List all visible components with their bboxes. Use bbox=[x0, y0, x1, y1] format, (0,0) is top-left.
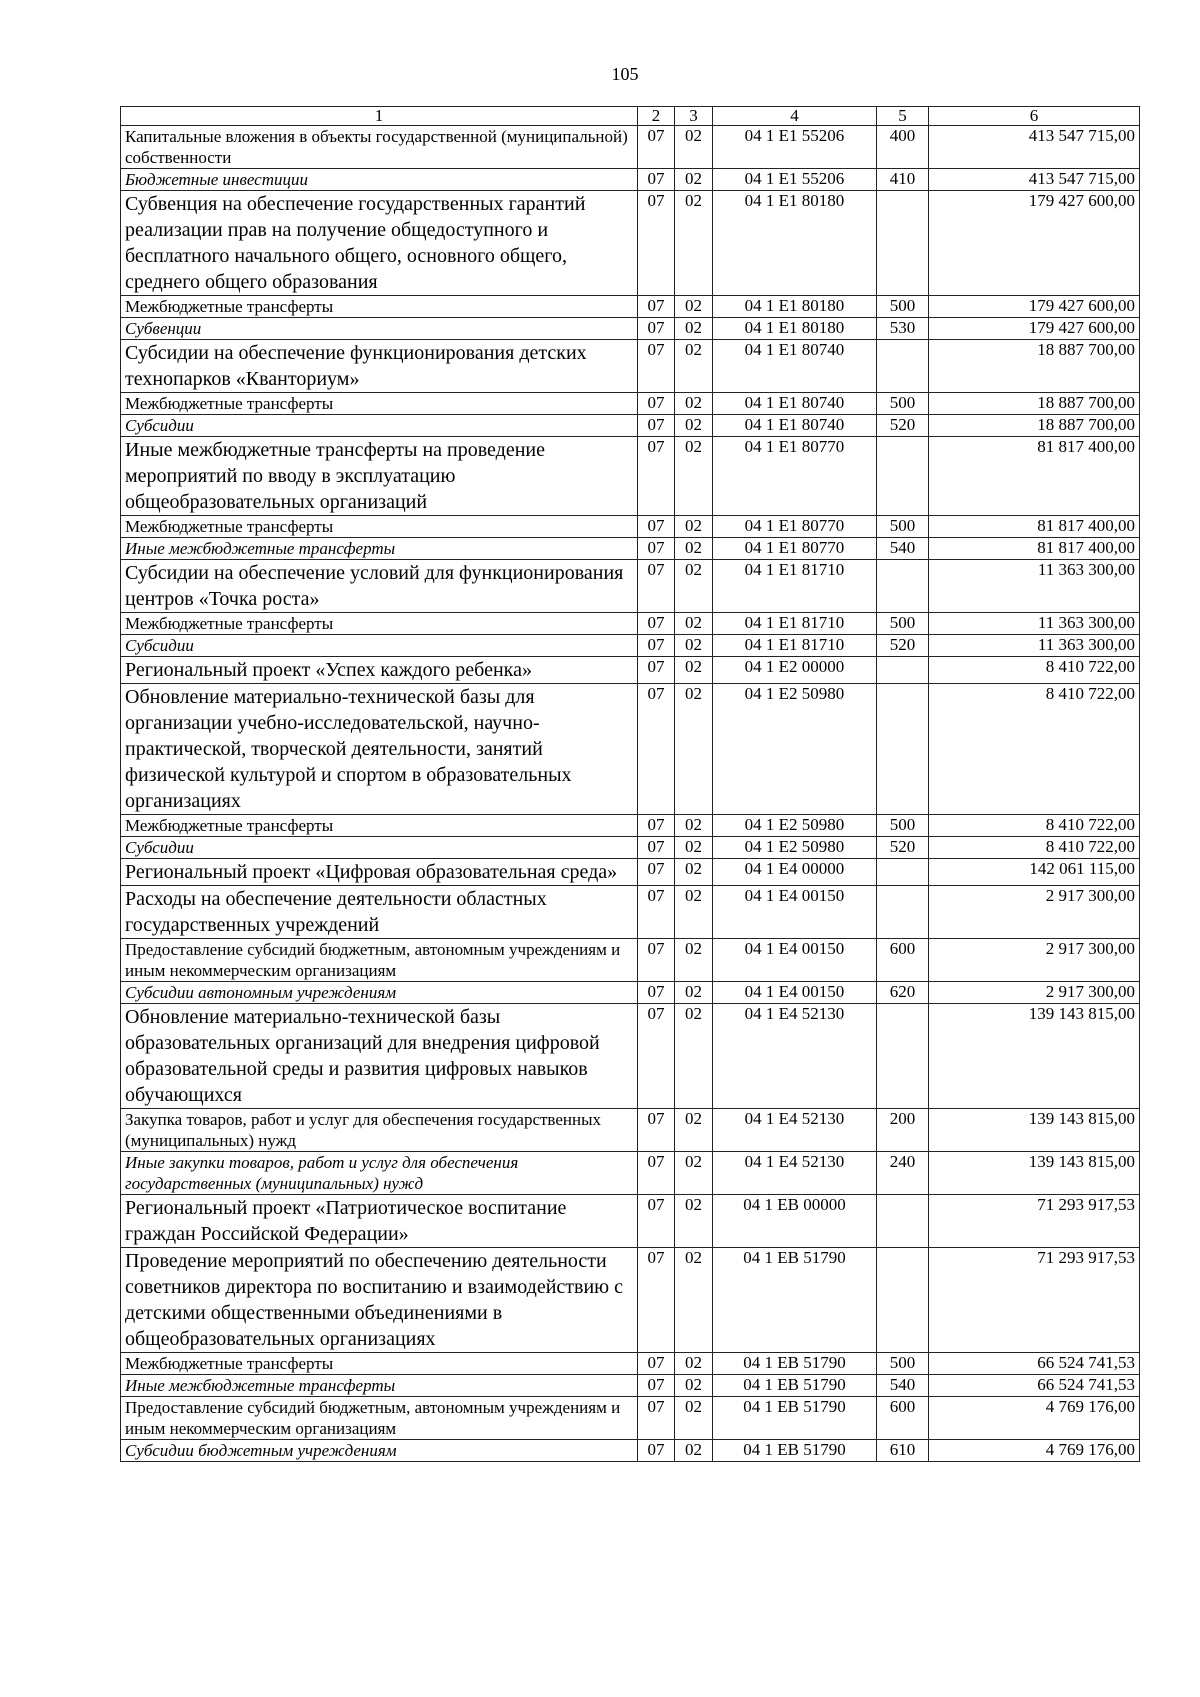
row-name: Межбюджетные трансферты bbox=[121, 1353, 638, 1375]
row-amount: 18 887 700,00 bbox=[929, 393, 1140, 415]
table-row bbox=[121, 859, 1140, 886]
row-subsection: 02 bbox=[675, 1440, 713, 1462]
row-expense-type: 400 bbox=[877, 126, 929, 169]
row-amount: 8 410 722,00 bbox=[929, 837, 1140, 859]
column-header: 1 bbox=[121, 107, 638, 126]
row-amount: 81 817 400,00 bbox=[929, 538, 1140, 560]
row-expense-type bbox=[877, 437, 929, 516]
row-target-article: 04 1 E4 00000 bbox=[713, 859, 877, 886]
row-amount: 8 410 722,00 bbox=[929, 684, 1140, 815]
row-amount: 71 293 917,53 bbox=[929, 1195, 1140, 1248]
row-target-article: 04 1 E1 81710 bbox=[713, 560, 877, 613]
row-name: Предоставление субсидий бюджетным, автономным учреждениям и иным некоммерческим организациям bbox=[121, 1397, 638, 1440]
row-target-article: 04 1 EB 00000 bbox=[713, 1195, 877, 1248]
table-row bbox=[121, 560, 1140, 613]
row-section: 07 bbox=[638, 886, 675, 939]
row-name: Субсидии bbox=[121, 635, 638, 657]
table-body bbox=[121, 126, 1140, 1462]
row-target-article: 04 1 E2 50980 bbox=[713, 684, 877, 815]
row-section: 07 bbox=[638, 684, 675, 815]
row-expense-type: 530 bbox=[877, 318, 929, 340]
row-subsection: 02 bbox=[675, 437, 713, 516]
row-name: Иные межбюджетные трансферты на проведение мероприятий по вводу в эксплуатацию общеобразовательных организаций bbox=[121, 437, 638, 516]
row-expense-type bbox=[877, 1248, 929, 1353]
row-target-article: 04 1 E1 80180 bbox=[713, 296, 877, 318]
table-row bbox=[121, 296, 1140, 318]
row-name: Капитальные вложения в объекты государственной (муниципальной) собственности bbox=[121, 126, 638, 169]
row-target-article: 04 1 E1 81710 bbox=[713, 635, 877, 657]
row-expense-type: 500 bbox=[877, 296, 929, 318]
row-amount: 142 061 115,00 bbox=[929, 859, 1140, 886]
row-name: Бюджетные инвестиции bbox=[121, 169, 638, 191]
row-name: Иные закупки товаров, работ и услуг для обеспечения государственных (муниципальных) нужд bbox=[121, 1152, 638, 1195]
column-header: 2 bbox=[638, 107, 675, 126]
row-section: 07 bbox=[638, 296, 675, 318]
row-expense-type: 520 bbox=[877, 837, 929, 859]
row-section: 07 bbox=[638, 1195, 675, 1248]
table-row bbox=[121, 191, 1140, 296]
row-subsection: 02 bbox=[675, 126, 713, 169]
row-name: Субвенция на обеспечение государственных гарантий реализации прав на получение общедоступного и бесплатного начального общего, основного общего, среднего общего образования bbox=[121, 191, 638, 296]
row-subsection: 02 bbox=[675, 318, 713, 340]
table-row bbox=[121, 1152, 1140, 1195]
row-name: Субвенции bbox=[121, 318, 638, 340]
row-subsection: 02 bbox=[675, 635, 713, 657]
column-header: 6 bbox=[929, 107, 1140, 126]
row-subsection: 02 bbox=[675, 560, 713, 613]
row-target-article: 04 1 E4 00150 bbox=[713, 982, 877, 1004]
table-row bbox=[121, 1004, 1140, 1109]
row-expense-type: 410 bbox=[877, 169, 929, 191]
row-target-article: 04 1 E1 81710 bbox=[713, 613, 877, 635]
row-target-article: 04 1 E1 80180 bbox=[713, 191, 877, 296]
row-expense-type: 520 bbox=[877, 635, 929, 657]
row-amount: 18 887 700,00 bbox=[929, 340, 1140, 393]
row-target-article: 04 1 E4 52130 bbox=[713, 1004, 877, 1109]
row-subsection: 02 bbox=[675, 613, 713, 635]
row-expense-type bbox=[877, 560, 929, 613]
row-target-article: 04 1 E2 50980 bbox=[713, 837, 877, 859]
row-amount: 179 427 600,00 bbox=[929, 318, 1140, 340]
table-header-row bbox=[121, 107, 1140, 126]
row-subsection: 02 bbox=[675, 657, 713, 684]
row-amount: 139 143 815,00 bbox=[929, 1152, 1140, 1195]
row-amount: 413 547 715,00 bbox=[929, 169, 1140, 191]
row-target-article: 04 1 E1 80770 bbox=[713, 516, 877, 538]
row-subsection: 02 bbox=[675, 859, 713, 886]
row-subsection: 02 bbox=[675, 1375, 713, 1397]
table-row bbox=[121, 837, 1140, 859]
row-target-article: 04 1 E4 52130 bbox=[713, 1152, 877, 1195]
row-subsection: 02 bbox=[675, 1397, 713, 1440]
row-amount: 413 547 715,00 bbox=[929, 126, 1140, 169]
row-name: Иные межбюджетные трансферты bbox=[121, 538, 638, 560]
column-header: 5 bbox=[877, 107, 929, 126]
table-row bbox=[121, 1248, 1140, 1353]
row-target-article: 04 1 EB 51790 bbox=[713, 1440, 877, 1462]
row-amount: 71 293 917,53 bbox=[929, 1248, 1140, 1353]
row-section: 07 bbox=[638, 837, 675, 859]
row-expense-type: 600 bbox=[877, 939, 929, 982]
row-section: 07 bbox=[638, 613, 675, 635]
row-subsection: 02 bbox=[675, 191, 713, 296]
column-header: 4 bbox=[713, 107, 877, 126]
row-subsection: 02 bbox=[675, 393, 713, 415]
row-target-article: 04 1 E1 80740 bbox=[713, 340, 877, 393]
row-amount: 139 143 815,00 bbox=[929, 1004, 1140, 1109]
row-section: 07 bbox=[638, 1152, 675, 1195]
row-section: 07 bbox=[638, 1440, 675, 1462]
row-expense-type: 500 bbox=[877, 1353, 929, 1375]
row-amount: 11 363 300,00 bbox=[929, 613, 1140, 635]
row-subsection: 02 bbox=[675, 516, 713, 538]
row-section: 07 bbox=[638, 437, 675, 516]
table-row bbox=[121, 939, 1140, 982]
row-amount: 8 410 722,00 bbox=[929, 815, 1140, 837]
row-subsection: 02 bbox=[675, 1195, 713, 1248]
row-section: 07 bbox=[638, 859, 675, 886]
row-section: 07 bbox=[638, 1397, 675, 1440]
row-subsection: 02 bbox=[675, 538, 713, 560]
row-section: 07 bbox=[638, 560, 675, 613]
row-name: Субсидии на обеспечение функционирования детских технопарков «Кванториум» bbox=[121, 340, 638, 393]
table-row bbox=[121, 538, 1140, 560]
row-target-article: 04 1 E1 80180 bbox=[713, 318, 877, 340]
row-subsection: 02 bbox=[675, 169, 713, 191]
row-section: 07 bbox=[638, 415, 675, 437]
row-target-article: 04 1 E1 80740 bbox=[713, 415, 877, 437]
row-name: Субсидии bbox=[121, 837, 638, 859]
row-expense-type: 500 bbox=[877, 613, 929, 635]
row-name: Межбюджетные трансферты bbox=[121, 815, 638, 837]
row-expense-type: 200 bbox=[877, 1109, 929, 1152]
row-subsection: 02 bbox=[675, 1004, 713, 1109]
table-row bbox=[121, 437, 1140, 516]
row-name: Обновление материально-технической базы образовательных организаций для внедрения цифровой образовательной среды и развития цифровых навыков обучающихся bbox=[121, 1004, 638, 1109]
row-section: 07 bbox=[638, 635, 675, 657]
table-row bbox=[121, 815, 1140, 837]
row-expense-type: 610 bbox=[877, 1440, 929, 1462]
row-name: Субсидии bbox=[121, 415, 638, 437]
row-target-article: 04 1 E4 52130 bbox=[713, 1109, 877, 1152]
table-row bbox=[121, 169, 1140, 191]
table-row bbox=[121, 393, 1140, 415]
row-target-article: 04 1 E4 00150 bbox=[713, 939, 877, 982]
row-subsection: 02 bbox=[675, 939, 713, 982]
row-expense-type bbox=[877, 340, 929, 393]
row-name: Региональный проект «Цифровая образовательная среда» bbox=[121, 859, 638, 886]
row-subsection: 02 bbox=[675, 296, 713, 318]
row-section: 07 bbox=[638, 1248, 675, 1353]
row-amount: 66 524 741,53 bbox=[929, 1375, 1140, 1397]
row-section: 07 bbox=[638, 657, 675, 684]
row-amount: 66 524 741,53 bbox=[929, 1353, 1140, 1375]
row-subsection: 02 bbox=[675, 415, 713, 437]
table-row bbox=[121, 1109, 1140, 1152]
row-target-article: 04 1 EB 51790 bbox=[713, 1397, 877, 1440]
row-name: Региональный проект «Патриотическое воспитание граждан Российской Федерации» bbox=[121, 1195, 638, 1248]
row-subsection: 02 bbox=[675, 1248, 713, 1353]
row-name: Проведение мероприятий по обеспечению деятельности советников директора по воспитанию и взаимодействию с детскими общественными объединениями в общеобразовательных организациях bbox=[121, 1248, 638, 1353]
row-name: Предоставление субсидий бюджетным, автономным учреждениям и иным некоммерческим организациям bbox=[121, 939, 638, 982]
row-subsection: 02 bbox=[675, 684, 713, 815]
table-row bbox=[121, 635, 1140, 657]
table-row bbox=[121, 886, 1140, 939]
row-section: 07 bbox=[638, 393, 675, 415]
row-amount: 2 917 300,00 bbox=[929, 886, 1140, 939]
page-number: 105 bbox=[611, 64, 639, 84]
row-section: 07 bbox=[638, 815, 675, 837]
table-row bbox=[121, 126, 1140, 169]
table-row bbox=[121, 613, 1140, 635]
row-subsection: 02 bbox=[675, 1353, 713, 1375]
row-expense-type bbox=[877, 657, 929, 684]
row-expense-type: 500 bbox=[877, 815, 929, 837]
row-expense-type bbox=[877, 886, 929, 939]
row-section: 07 bbox=[638, 538, 675, 560]
row-subsection: 02 bbox=[675, 837, 713, 859]
table-row bbox=[121, 1397, 1140, 1440]
row-name: Межбюджетные трансферты bbox=[121, 613, 638, 635]
table-row bbox=[121, 415, 1140, 437]
row-target-article: 04 1 E4 00150 bbox=[713, 886, 877, 939]
row-target-article: 04 1 E2 00000 bbox=[713, 657, 877, 684]
row-name: Расходы на обеспечение деятельности областных государственных учреждений bbox=[121, 886, 638, 939]
row-expense-type bbox=[877, 1004, 929, 1109]
row-section: 07 bbox=[638, 126, 675, 169]
row-section: 07 bbox=[638, 982, 675, 1004]
table-row bbox=[121, 516, 1140, 538]
row-amount: 4 769 176,00 bbox=[929, 1440, 1140, 1462]
row-subsection: 02 bbox=[675, 886, 713, 939]
row-expense-type: 540 bbox=[877, 538, 929, 560]
table-row bbox=[121, 1195, 1140, 1248]
table-row bbox=[121, 318, 1140, 340]
row-subsection: 02 bbox=[675, 340, 713, 393]
row-amount: 81 817 400,00 bbox=[929, 437, 1140, 516]
row-amount: 18 887 700,00 bbox=[929, 415, 1140, 437]
row-expense-type: 620 bbox=[877, 982, 929, 1004]
row-target-article: 04 1 EB 51790 bbox=[713, 1375, 877, 1397]
row-section: 07 bbox=[638, 191, 675, 296]
row-subsection: 02 bbox=[675, 815, 713, 837]
row-expense-type: 540 bbox=[877, 1375, 929, 1397]
row-target-article: 04 1 E1 80770 bbox=[713, 437, 877, 516]
row-section: 07 bbox=[638, 939, 675, 982]
table-row bbox=[121, 1375, 1140, 1397]
row-name: Межбюджетные трансферты bbox=[121, 296, 638, 318]
row-target-article: 04 1 E1 80770 bbox=[713, 538, 877, 560]
row-target-article: 04 1 E1 80740 bbox=[713, 393, 877, 415]
row-section: 07 bbox=[638, 318, 675, 340]
row-expense-type bbox=[877, 859, 929, 886]
row-expense-type: 500 bbox=[877, 393, 929, 415]
row-amount: 4 769 176,00 bbox=[929, 1397, 1140, 1440]
table-row bbox=[121, 684, 1140, 815]
row-name: Иные межбюджетные трансферты bbox=[121, 1375, 638, 1397]
row-section: 07 bbox=[638, 1109, 675, 1152]
table-row bbox=[121, 982, 1140, 1004]
table-row bbox=[121, 1353, 1140, 1375]
row-expense-type bbox=[877, 1195, 929, 1248]
row-amount: 8 410 722,00 bbox=[929, 657, 1140, 684]
row-target-article: 04 1 E2 50980 bbox=[713, 815, 877, 837]
row-name: Региональный проект «Успех каждого ребенка» bbox=[121, 657, 638, 684]
row-expense-type: 520 bbox=[877, 415, 929, 437]
row-name: Субсидии автономным учреждениям bbox=[121, 982, 638, 1004]
row-amount: 179 427 600,00 bbox=[929, 296, 1140, 318]
row-amount: 11 363 300,00 bbox=[929, 560, 1140, 613]
row-expense-type bbox=[877, 191, 929, 296]
row-amount: 2 917 300,00 bbox=[929, 982, 1140, 1004]
row-target-article: 04 1 E1 55206 bbox=[713, 126, 877, 169]
row-target-article: 04 1 E1 55206 bbox=[713, 169, 877, 191]
row-target-article: 04 1 EB 51790 bbox=[713, 1353, 877, 1375]
row-subsection: 02 bbox=[675, 982, 713, 1004]
row-target-article: 04 1 EB 51790 bbox=[713, 1248, 877, 1353]
row-expense-type bbox=[877, 684, 929, 815]
row-expense-type: 500 bbox=[877, 516, 929, 538]
row-amount: 11 363 300,00 bbox=[929, 635, 1140, 657]
row-amount: 139 143 815,00 bbox=[929, 1109, 1140, 1152]
column-header: 3 bbox=[675, 107, 713, 126]
row-section: 07 bbox=[638, 1375, 675, 1397]
row-amount: 179 427 600,00 bbox=[929, 191, 1140, 296]
row-amount: 2 917 300,00 bbox=[929, 939, 1140, 982]
row-name: Межбюджетные трансферты bbox=[121, 516, 638, 538]
row-expense-type: 600 bbox=[877, 1397, 929, 1440]
row-expense-type: 240 bbox=[877, 1152, 929, 1195]
row-subsection: 02 bbox=[675, 1109, 713, 1152]
row-name: Межбюджетные трансферты bbox=[121, 393, 638, 415]
row-name: Закупка товаров, работ и услуг для обеспечения государственных (муниципальных) нужд bbox=[121, 1109, 638, 1152]
row-section: 07 bbox=[638, 1004, 675, 1109]
row-amount: 81 817 400,00 bbox=[929, 516, 1140, 538]
row-name: Субсидии бюджетным учреждениям bbox=[121, 1440, 638, 1462]
row-section: 07 bbox=[638, 169, 675, 191]
row-name: Обновление материально-технической базы для организации учебно-исследовательской, научно-практической, творческой деятельности, занятий физической культурой и спортом в образовательных организациях bbox=[121, 684, 638, 815]
table-row bbox=[121, 1440, 1140, 1462]
row-name: Субсидии на обеспечение условий для функционирования центров «Точка роста» bbox=[121, 560, 638, 613]
row-subsection: 02 bbox=[675, 1152, 713, 1195]
table-row bbox=[121, 657, 1140, 684]
table-row bbox=[121, 340, 1140, 393]
row-section: 07 bbox=[638, 516, 675, 538]
row-section: 07 bbox=[638, 340, 675, 393]
row-section: 07 bbox=[638, 1353, 675, 1375]
budget-table bbox=[120, 106, 1140, 1462]
